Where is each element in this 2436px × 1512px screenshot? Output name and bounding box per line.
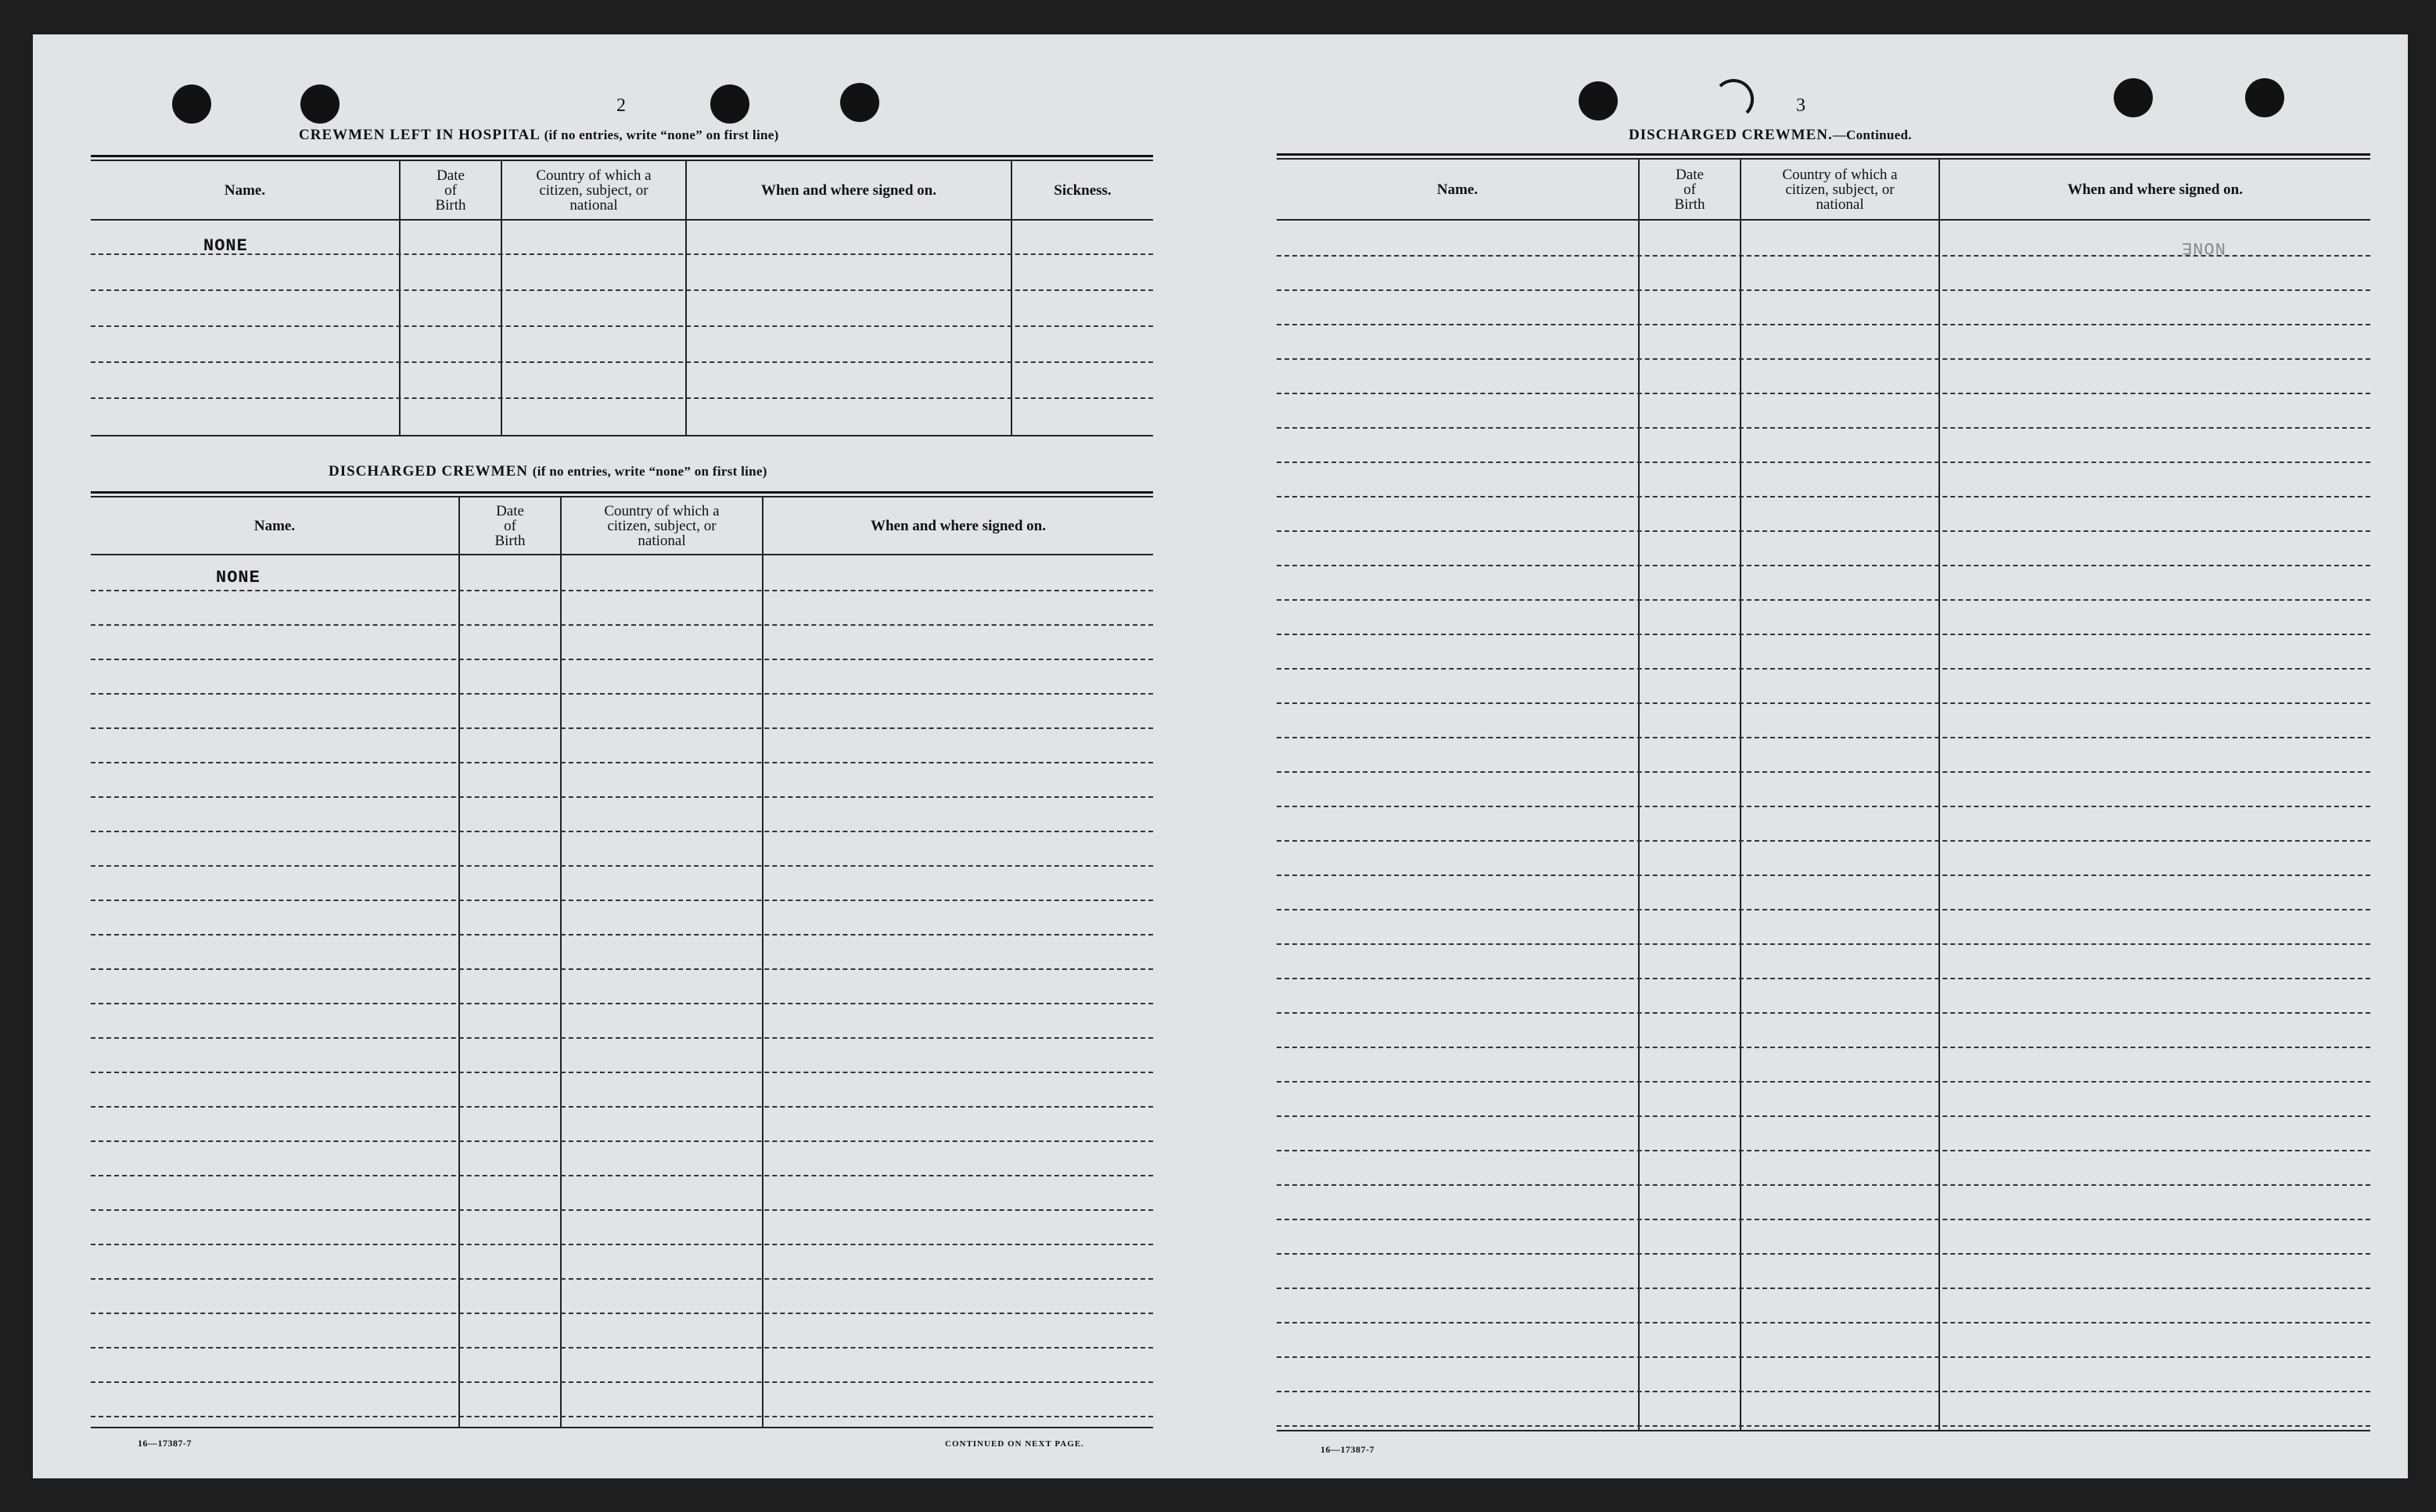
header-bottom-rule bbox=[91, 554, 1153, 555]
ruled-line bbox=[91, 325, 1153, 327]
column-divider bbox=[685, 161, 687, 435]
ruled-line bbox=[91, 624, 1153, 626]
column-divider bbox=[1011, 161, 1012, 435]
col-header-name: Name. bbox=[1436, 181, 1478, 198]
ruled-line bbox=[91, 934, 1153, 936]
ruled-line bbox=[1277, 1081, 2370, 1083]
ruled-line bbox=[1277, 668, 2370, 670]
column-divider bbox=[501, 161, 502, 435]
punch-hole bbox=[172, 84, 211, 124]
col-header-country: Country of which a citizen, subject, or national bbox=[536, 167, 652, 214]
ruled-line bbox=[1277, 1253, 2370, 1255]
table-top-rule bbox=[91, 491, 1153, 494]
ruled-line bbox=[1277, 806, 2370, 807]
discharged-section-title: DISCHARGED CREWMEN (if no entries, write “none” on first line) bbox=[329, 463, 767, 479]
ruled-line bbox=[91, 796, 1153, 798]
ruled-line bbox=[1277, 1047, 2370, 1048]
page-number-right: 3 bbox=[1796, 95, 1805, 116]
ruled-line bbox=[1277, 1322, 2370, 1323]
col-header-name: Name. bbox=[253, 517, 296, 534]
ruled-line bbox=[1277, 393, 2370, 394]
ruled-line bbox=[1277, 289, 2370, 291]
ruled-line bbox=[91, 361, 1153, 363]
form-spread bbox=[33, 34, 2408, 1478]
col-header-dob: Date of Birth bbox=[494, 502, 526, 549]
ruled-line bbox=[1277, 1012, 2370, 1014]
column-divider bbox=[560, 497, 562, 1427]
form-number-left: 16—17387-7 bbox=[138, 1438, 192, 1449]
punch-hole bbox=[840, 83, 879, 122]
punch-hole bbox=[2245, 78, 2284, 117]
ruled-line bbox=[91, 659, 1153, 660]
table-top-rule bbox=[1277, 153, 2370, 156]
ruled-line bbox=[91, 397, 1153, 399]
col-header-dob: Date of Birth bbox=[1674, 166, 1705, 213]
ruled-line bbox=[91, 1278, 1153, 1280]
table-bottom-rule bbox=[91, 1427, 1153, 1428]
ruled-line bbox=[91, 1347, 1153, 1349]
ruled-line bbox=[1277, 771, 2370, 773]
ruled-line bbox=[1277, 1356, 2370, 1358]
form-number-right: 16—17387-7 bbox=[1320, 1444, 1374, 1455]
ruled-line bbox=[1277, 1219, 2370, 1220]
col-header-signed-on: When and where signed on. bbox=[760, 181, 936, 199]
ruled-line bbox=[1277, 840, 2370, 842]
ruled-line bbox=[1277, 1391, 2370, 1392]
punch-hole bbox=[1579, 81, 1618, 120]
punch-hole bbox=[710, 84, 749, 124]
ruled-line bbox=[1277, 702, 2370, 704]
ruled-line bbox=[91, 968, 1153, 970]
ruled-line bbox=[91, 1209, 1153, 1211]
ruled-line bbox=[91, 865, 1153, 867]
column-divider bbox=[762, 497, 763, 1427]
col-header-sickness: Sickness. bbox=[1054, 181, 1112, 199]
hospital-typed-entry: NONE bbox=[203, 236, 248, 256]
ruled-line bbox=[91, 1003, 1153, 1004]
ruled-line bbox=[1277, 909, 2370, 910]
ruled-line bbox=[1277, 875, 2370, 876]
discharged-typed-entry: NONE bbox=[216, 568, 260, 587]
column-divider bbox=[399, 161, 401, 435]
ruled-line bbox=[91, 289, 1153, 291]
ruled-line bbox=[91, 900, 1153, 901]
ruled-line bbox=[91, 1244, 1153, 1245]
ruled-line bbox=[91, 253, 1153, 255]
ruled-line bbox=[1277, 634, 2370, 635]
table-bottom-rule bbox=[1277, 1430, 2370, 1431]
ruled-line bbox=[91, 1140, 1153, 1142]
bleed-through-text: NONE bbox=[2181, 238, 2226, 257]
hospital-section-title: CREWMEN LEFT IN HOSPITAL (if no entries, write “none” on first line) bbox=[299, 127, 779, 143]
col-header-country: Country of which a citizen, subject, or national bbox=[1782, 166, 1898, 213]
punch-hole bbox=[300, 84, 340, 124]
column-divider bbox=[1938, 160, 1940, 1430]
continued-section-title: DISCHARGED CREWMEN.—Continued. bbox=[1629, 127, 1912, 143]
ruled-line bbox=[91, 693, 1153, 695]
table-bottom-rule bbox=[91, 435, 1153, 436]
ruled-line bbox=[1277, 1115, 2370, 1117]
continued-note: CONTINUED ON NEXT PAGE. bbox=[945, 1439, 1084, 1449]
ruled-line bbox=[1277, 1425, 2370, 1427]
ruled-line bbox=[1277, 427, 2370, 429]
ruled-line bbox=[91, 1072, 1153, 1073]
ruled-line bbox=[91, 590, 1153, 591]
ruled-line bbox=[91, 762, 1153, 763]
col-header-signed-on: When and where signed on. bbox=[2067, 181, 2243, 198]
ruled-line bbox=[1277, 943, 2370, 945]
ruled-line bbox=[1277, 1288, 2370, 1289]
header-bottom-rule bbox=[91, 219, 1153, 221]
ruled-line bbox=[1277, 496, 2370, 497]
column-divider bbox=[458, 497, 460, 1427]
ruled-line bbox=[1277, 978, 2370, 979]
ruled-line bbox=[91, 1037, 1153, 1039]
ruled-line bbox=[91, 727, 1153, 729]
ruled-line bbox=[1277, 737, 2370, 738]
ruled-line bbox=[91, 1106, 1153, 1108]
page-number-left: 2 bbox=[616, 95, 626, 116]
col-header-name: Name. bbox=[224, 181, 266, 199]
punch-hole bbox=[1713, 79, 1754, 120]
punch-hole bbox=[2114, 78, 2153, 117]
ruled-line bbox=[91, 1313, 1153, 1314]
ruled-line bbox=[1277, 1184, 2370, 1186]
ruled-line bbox=[1277, 530, 2370, 532]
col-header-signed-on: When and where signed on. bbox=[870, 517, 1046, 534]
ruled-line bbox=[91, 1381, 1153, 1383]
ruled-line bbox=[1277, 324, 2370, 325]
ruled-line bbox=[1277, 565, 2370, 566]
table-top-rule bbox=[91, 155, 1153, 157]
header-bottom-rule bbox=[1277, 219, 2370, 221]
ruled-line bbox=[91, 1416, 1153, 1417]
column-divider bbox=[1740, 160, 1741, 1430]
col-header-country: Country of which a citizen, subject, or national bbox=[604, 502, 720, 549]
ruled-line bbox=[91, 831, 1153, 832]
ruled-line bbox=[1277, 1150, 2370, 1151]
ruled-line bbox=[91, 1175, 1153, 1176]
ruled-line bbox=[1277, 358, 2370, 360]
ruled-line bbox=[1277, 599, 2370, 601]
ruled-line bbox=[1277, 462, 2370, 463]
col-header-dob: Date of Birth bbox=[435, 167, 466, 214]
column-divider bbox=[1638, 160, 1640, 1430]
